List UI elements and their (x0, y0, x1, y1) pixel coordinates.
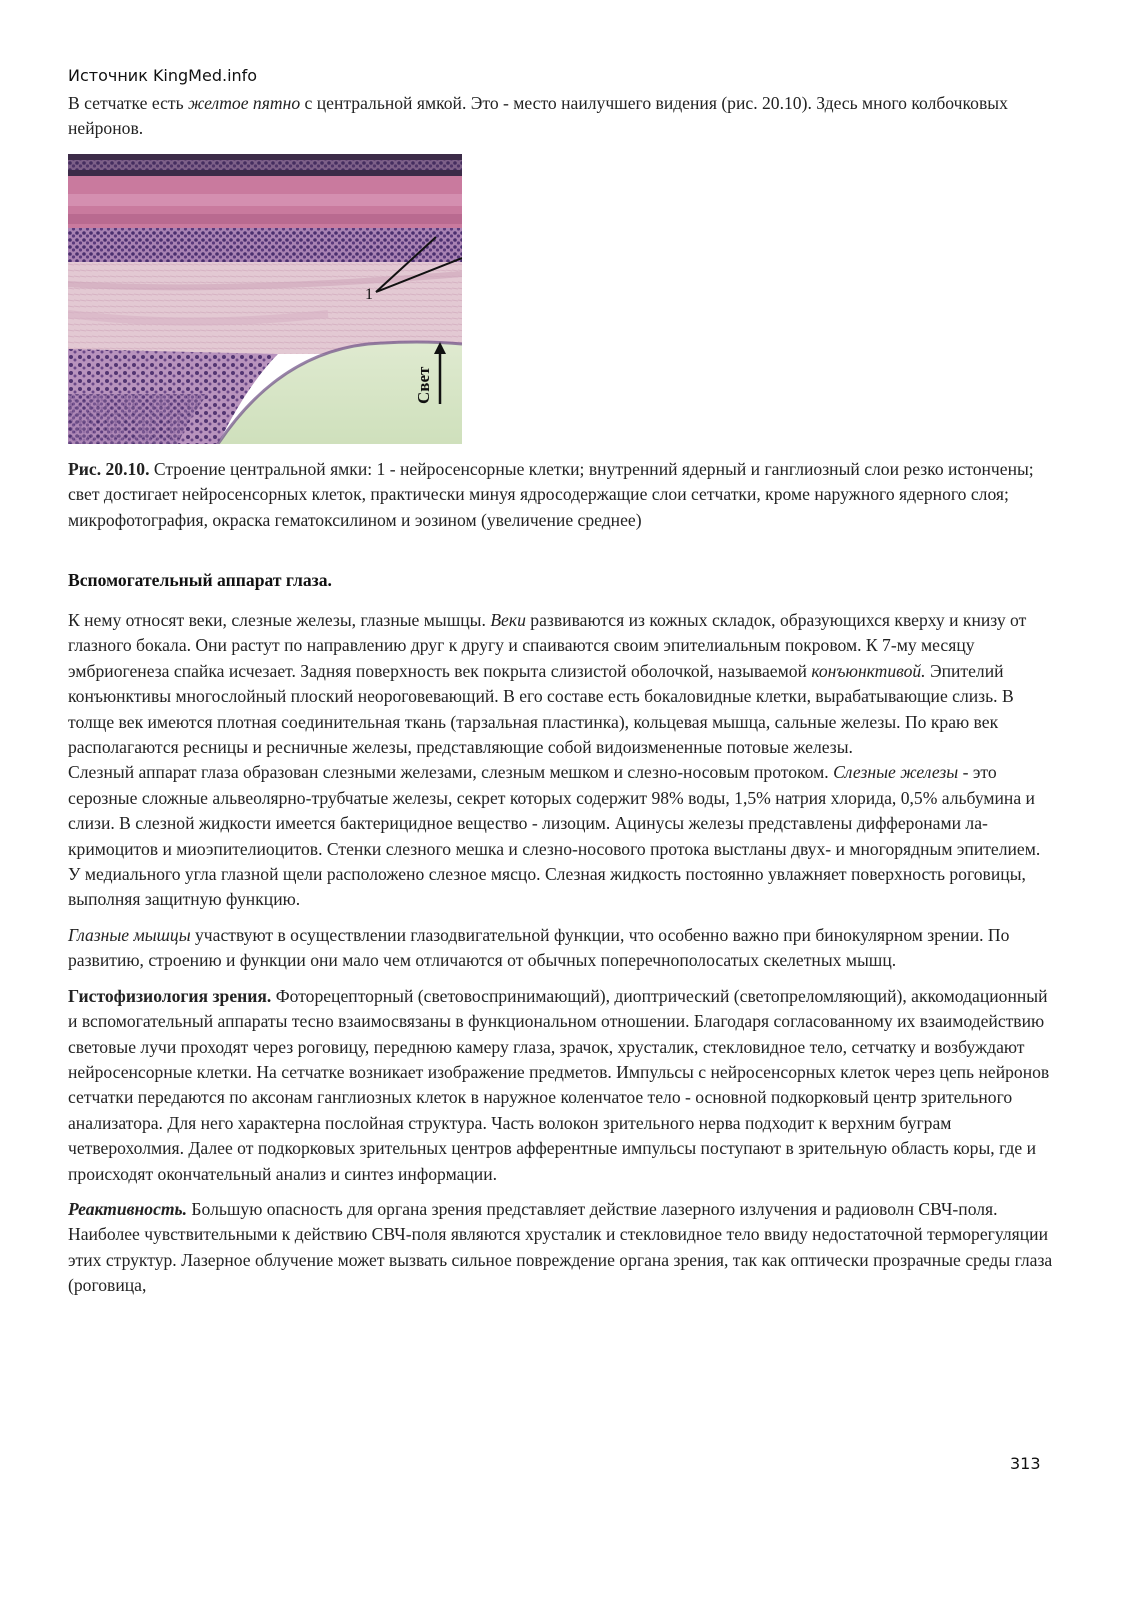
p1-text-a: К нему относят веки, слезные железы, глазные мышцы. (68, 610, 491, 630)
p3-text-b: участвуют в осуществлении глазодвигательной функции, что особенно важно при бинокулярном зрении. По развитию, строению и функции они мало чем отличаются от обычных поперечнополосатых скелетных мышц. (68, 924, 1010, 971)
p2-text-a: Слезный аппарат глаза образован слезными железами, слезным мешком и слезно-носовым протоком. (68, 762, 834, 783)
p5-term: Реактивность. (68, 1198, 187, 1219)
p4-text: Фоторецепторный (световоспринимающий), диоптрический (светопреломляющий), аккомодационный и вспомогательный аппараты тесно взаимосвязаны в функциональном отношении. Благодаря согласованному их взаимодействию световые лучи проходят через роговицу, переднюю камеру глаза, зрачок, хрусталик, стекловидное тело, сетчатку и возбуждают нейросенсорные клетки. На сетчатке возникает изображение предметов. Импульсы с нейросенсорных клеток через цепь нейронов сетчатки передаются по аксонам ганглиозных клеток в наружное коленчатое тело - основной подкорковый центр зрительного анализатора. Для него характерна послойная структура. Часть волокон зрительного нерва подходит к верхним буграм четверохолмия. Далее от подкорковых зрительных центров афферентные импульсы поступают в зрительную область коры, где и происходят окончательный анализ и синтез информации. (68, 985, 1050, 1184)
caption-label: Рис. 20.10. (68, 459, 150, 479)
fovea-micrograph (68, 154, 462, 444)
page-number: 313 (1010, 1454, 1041, 1473)
intro-term: желтое пятно (188, 93, 301, 113)
intro-text-start: В сетчатке есть (68, 93, 189, 113)
intro-text-end: с центральной ямкой. Это - место наилучшего видения (рис. 20.10). Здесь много колбочковых нейронов. (68, 93, 1008, 139)
paragraph-eyelids (68, 608, 1053, 760)
p1-term-conjunctiva: конъюнктивой. (811, 660, 926, 681)
paragraph-muscles (68, 923, 1053, 974)
paragraph-reactivity (68, 1197, 1053, 1299)
outer-nuclear-layer (68, 228, 462, 262)
section-heading: Вспомогательный аппарат глаза. (68, 570, 332, 590)
p2-text-b: - это серозные сложные альвеолярно-трубчатые железы, секрет которых содержит 98% воды, 1,5% натрия хлорида, 0,5% альбумина и слизи. В слезной жидкости имеется бактерицидное вещество - лизоцим. Ацинусы железы представлены дифферонами ла-кримоцитов и миоэпителиоцитов. Стенки слезного мешка и слезно-носового протока выстланы двух- и многорядным эпителием. У медиального угла глазной щели расположено слезное мясцо. Слезная жидкость постоянно увлажняет поверхность роговицы, выполняя защитную функцию. (68, 762, 1041, 910)
light-label: Свет (414, 366, 433, 404)
p4-term: Гистофизиология зрения. (68, 985, 272, 1006)
caption-text: Строение центральной ямки: 1 - нейросенсорные клетки; внутренний ядерный и ганглиозный слои резко истончены; свет достигает нейросенсорных клеток, практически минуя ядросодержащие слои сетчатки, кроме наружного ядерного слоя; микрофотография, окраска гематоксилином и эозином (увеличение среднее) (68, 459, 1034, 530)
micrograph-figure (68, 154, 462, 444)
p1-text-c: Эпителий конъюнктивы многослойный плоский неороговевающий. В его составе есть бокаловидные клетки, вырабатывающие слизь. В толще век имеются плотная соединительная ткань (тарзальная пластинка), кольцевая мышца, сальные железы. По краю век располагаются ресницы и ресничные железы, представляющие собой видоизмененные потовые железы. (68, 660, 1014, 758)
p2-term-glands: Слезные железы (833, 762, 959, 783)
paragraph-lacrimal (68, 760, 1053, 912)
intro-paragraph (68, 91, 1053, 142)
paragraph-histophysiology (68, 984, 1053, 1187)
marker-label: 1 (365, 286, 373, 303)
p1-text-b: развиваются из кожных складок, образующихся кверху и книзу от глазного бокала. Они растут по направлению друг к другу и спаиваются своим эпителиальным покровом. К 7-му месяцу эмбриогенеза спайка исчезает. Задняя поверхность век покрыта слизистой оболочкой, называемой (68, 610, 1027, 681)
figure-caption (68, 457, 1053, 533)
source-header: Источник KingMed.info (68, 66, 258, 85)
p3-term-muscles: Глазные мышцы (68, 924, 191, 945)
p5-text: Большую опасность для органа зрения представляет действие лазерного излучения и радиоволн СВЧ-поля. Наиболее чувствительными к действию СВЧ-поля являются хрусталик и стекловидное тело ввиду недостаточной терморегуляции этих структур. Лазерное облучение может вызвать сильное повреждение органа зрения, так как оптически прозрачные среды глаза (роговица, (68, 1198, 1053, 1296)
p1-term-eyelids: Веки (490, 610, 526, 630)
section-body (68, 608, 1053, 1299)
